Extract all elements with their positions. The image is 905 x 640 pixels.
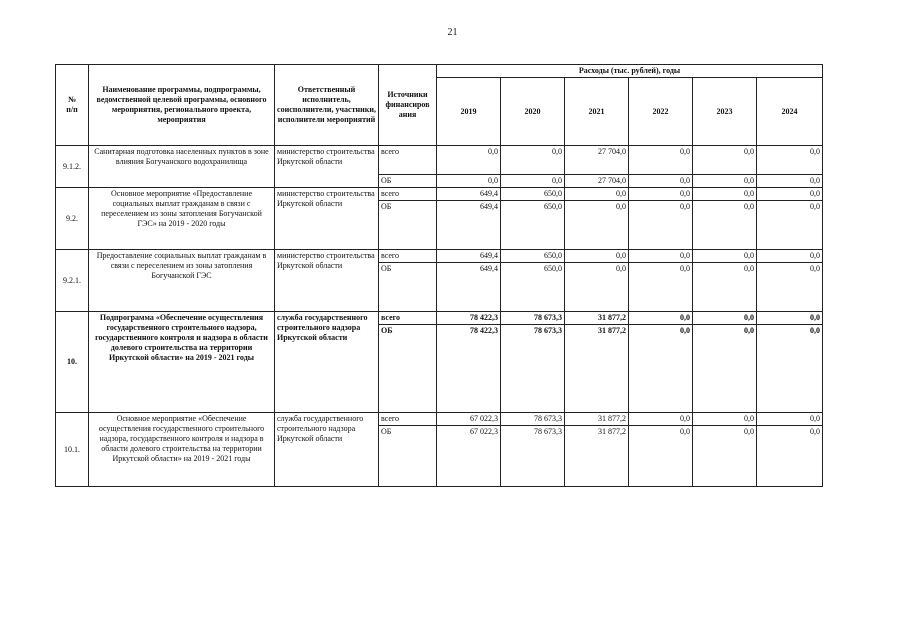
- row-value: 67 022,3: [437, 426, 501, 487]
- row-value: 0,0: [693, 146, 757, 175]
- row-value: 0,0: [693, 413, 757, 426]
- row-value: 0,0: [629, 201, 693, 250]
- header-year: 2023: [693, 78, 757, 146]
- header-year: 2022: [629, 78, 693, 146]
- row-value: 0,0: [629, 250, 693, 263]
- row-source: всего: [379, 250, 437, 263]
- table-row: [56, 188, 823, 201]
- row-source: всего: [379, 188, 437, 201]
- row-executor: служба государственного строительного надзора Иркутской области: [275, 312, 379, 413]
- row-name: Подпрограмма «Обеспечение осуществления государственного строительного надзора, государственного контроля и надзора в области долевого строительства на территории Иркутской области» на 2019 - 2021 годы: [89, 312, 275, 413]
- row-value: 0,0: [629, 413, 693, 426]
- row-source: всего: [379, 146, 437, 175]
- row-value: 0,0: [565, 250, 629, 263]
- row-value: 649,4: [437, 188, 501, 201]
- row-value: 31 877,2: [565, 426, 629, 487]
- row-value: 0,0: [629, 146, 693, 175]
- row-value: 31 877,2: [565, 312, 629, 325]
- row-value: 0,0: [629, 263, 693, 312]
- row-executor: служба государственного строительного надзора Иркутской области: [275, 413, 379, 487]
- row-value: 31 877,2: [565, 413, 629, 426]
- table-row: [56, 250, 823, 263]
- row-value: 0,0: [629, 188, 693, 201]
- row-value: 0,0: [757, 325, 823, 413]
- row-value: 0,0: [629, 426, 693, 487]
- row-value: 0,0: [437, 175, 501, 188]
- row-value: 0,0: [693, 325, 757, 413]
- row-value: 0,0: [629, 325, 693, 413]
- row-source: ОБ: [379, 175, 437, 188]
- row-value: 0,0: [757, 413, 823, 426]
- row-number: 9.2.1.: [56, 250, 89, 312]
- row-value: 78 673,3: [501, 426, 565, 487]
- row-value: 31 877,2: [565, 325, 629, 413]
- row-number: 10.: [56, 312, 89, 413]
- header-expenses: Расходы (тыс. рублей), годы: [437, 65, 823, 78]
- header-year: 2021: [565, 78, 629, 146]
- table-row: [56, 413, 823, 426]
- row-source: ОБ: [379, 263, 437, 312]
- row-value: 67 022,3: [437, 413, 501, 426]
- row-value: 0,0: [757, 312, 823, 325]
- row-value: 649,4: [437, 250, 501, 263]
- row-executor: министерство строительства Иркутской области: [275, 146, 379, 188]
- row-value: 0,0: [693, 188, 757, 201]
- row-executor: министерство строительства Иркутской области: [275, 188, 379, 250]
- row-value: 0,0: [565, 263, 629, 312]
- row-value: 0,0: [565, 201, 629, 250]
- row-source: ОБ: [379, 201, 437, 250]
- row-value: 650,0: [501, 263, 565, 312]
- header-year: 2020: [501, 78, 565, 146]
- row-value: 0,0: [437, 146, 501, 175]
- row-source: всего: [379, 312, 437, 325]
- table-row: [56, 312, 823, 325]
- table-row: [56, 146, 823, 175]
- row-value: 0,0: [757, 146, 823, 175]
- row-number: 9.1.2.: [56, 146, 89, 188]
- header-num: № п/п: [56, 65, 89, 146]
- row-value: 0,0: [757, 175, 823, 188]
- row-value: 78 673,3: [501, 325, 565, 413]
- row-executor: министерство строительства Иркутской области: [275, 250, 379, 312]
- row-value: 650,0: [501, 250, 565, 263]
- row-source: ОБ: [379, 325, 437, 413]
- row-value: 0,0: [757, 201, 823, 250]
- row-value: 0,0: [629, 312, 693, 325]
- row-number: 9.2.: [56, 188, 89, 250]
- row-name: Санитарная подготовка населенных пунктов в зоне влияния Богучанского водохранилища: [89, 146, 275, 188]
- row-value: 27 704,0: [565, 175, 629, 188]
- row-value: 650,0: [501, 188, 565, 201]
- row-value: 0,0: [629, 175, 693, 188]
- row-value: 0,0: [693, 250, 757, 263]
- row-value: 649,4: [437, 201, 501, 250]
- row-value: 78 673,3: [501, 312, 565, 325]
- header-source: Источники финансиров ания: [379, 65, 437, 146]
- row-number: 10.1.: [56, 413, 89, 487]
- row-source: всего: [379, 413, 437, 426]
- row-value: 0,0: [693, 175, 757, 188]
- row-value: 0,0: [757, 263, 823, 312]
- row-value: 0,0: [757, 188, 823, 201]
- row-source: ОБ: [379, 426, 437, 487]
- row-value: 0,0: [757, 250, 823, 263]
- row-value: 0,0: [565, 188, 629, 201]
- table-header: [56, 65, 823, 146]
- row-value: 0,0: [757, 426, 823, 487]
- row-value: 27 704,0: [565, 146, 629, 175]
- header-executor: Ответственный исполнитель, соисполнители, участники, исполнители мероприятий: [275, 65, 379, 146]
- row-value: 0,0: [693, 426, 757, 487]
- row-value: 78 422,3: [437, 325, 501, 413]
- row-value: 0,0: [501, 175, 565, 188]
- budget-table: [55, 64, 823, 487]
- row-value: 0,0: [501, 146, 565, 175]
- row-name: Предоставление социальных выплат гражданам в связи с переселением из зоны затопления Богучанской ГЭС: [89, 250, 275, 312]
- row-value: 0,0: [693, 201, 757, 250]
- header-year: 2019: [437, 78, 501, 146]
- row-name: Основное мероприятие «Обеспечение осуществления государственного строительного надзора, государственного контроля и надзора в области долевого строительства на территории Иркутской области» на 2019 - 2021 годы: [89, 413, 275, 487]
- row-value: 78 673,3: [501, 413, 565, 426]
- row-value: 78 422,3: [437, 312, 501, 325]
- table-body: [56, 146, 823, 487]
- row-value: 0,0: [693, 312, 757, 325]
- row-value: 650,0: [501, 201, 565, 250]
- row-name: Основное мероприятие «Предоставление социальных выплат гражданам в связи с переселением из зоны затопления Богучанской ГЭС» на 2019 - 2020 годы: [89, 188, 275, 250]
- page-number: 21: [447, 27, 458, 38]
- row-value: 649,4: [437, 263, 501, 312]
- row-value: 0,0: [693, 263, 757, 312]
- header-name: Наименование программы, подпрограммы, ведомственной целевой программы, основного мероприятия, регионального проекта, мероприятия: [89, 65, 275, 146]
- header-year: 2024: [757, 78, 823, 146]
